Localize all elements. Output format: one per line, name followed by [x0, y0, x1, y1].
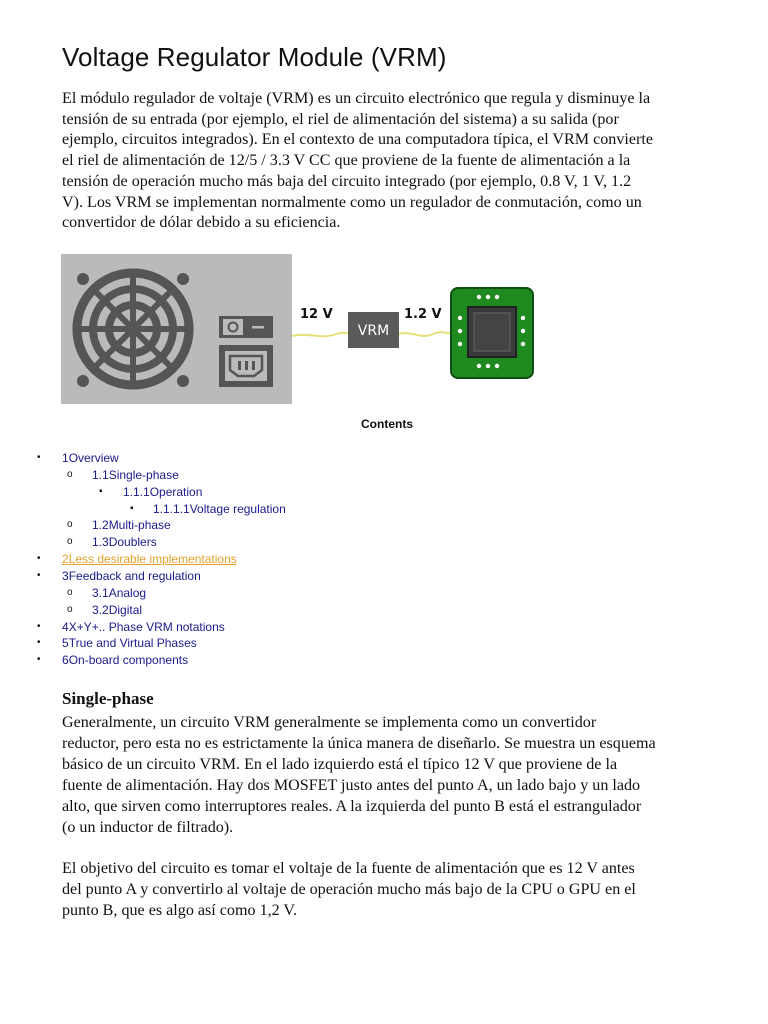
toc-link[interactable] — [92, 534, 157, 550]
output-wire — [399, 332, 451, 336]
input-voltage-label: 12 V — [300, 307, 333, 322]
fan-icon — [73, 269, 193, 389]
intro-line: ejemplo, circuitos integrados). En el contexto de una computadora típica, el VRM convierte — [62, 131, 653, 149]
toc-bullet: ▪ — [130, 502, 134, 514]
output-voltage-label: 1.2 V — [404, 307, 442, 322]
toc-item — [0, 534, 768, 550]
toc-bullet: o — [67, 603, 73, 615]
toc-number: 1.1 — [92, 467, 109, 482]
toc-link[interactable] — [62, 635, 197, 651]
toc-label: On-board components — [68, 653, 189, 668]
toc-number: 1.1.1 — [123, 484, 150, 499]
toc-item — [0, 568, 768, 584]
toc-link[interactable] — [62, 619, 225, 635]
toc-label: Doublers — [108, 535, 157, 550]
toc-link[interactable] — [92, 602, 142, 618]
toc-link[interactable] — [62, 568, 201, 584]
toc-number: 3.1 — [92, 585, 109, 600]
toc-item — [0, 635, 768, 651]
intro-line: convertidor de dólar debido a su eficiencia. — [62, 214, 341, 232]
toc-bullet: o — [67, 536, 73, 548]
toc-label: X+Y+.. Phase VRM notations — [68, 619, 225, 634]
section-line: Generalmente, un circuito VRM generalmente se implementa como un convertidor — [62, 714, 597, 731]
toc-label: Operation — [149, 484, 203, 499]
section-line: alto, que sirven como interruptores reales. A la izquierda del punto B está el estrangulador — [62, 798, 642, 815]
toc-link[interactable] — [92, 467, 179, 483]
section-line: reductor, pero esta no es estrictamente la única manera de diseñarlo. Se muestra un esquema — [62, 735, 656, 752]
toc-item — [0, 501, 768, 517]
toc-label: Single-phase — [108, 467, 179, 482]
toc-link[interactable] — [62, 551, 237, 567]
input-wire — [292, 333, 348, 337]
toc-label: Feedback and regulation — [68, 568, 201, 583]
toc-link[interactable] — [62, 450, 119, 466]
intro-line: tensión de operación mucho más baja del circuito integrado (por ejemplo, 0.8 V, 1 V, 1.2 — [62, 172, 632, 190]
intro-paragraph — [62, 89, 712, 234]
toc-number: 1 — [62, 451, 69, 465]
toc-number: 5 — [62, 636, 69, 651]
contents-heading: Contents — [361, 417, 413, 431]
intro-line: tensión de su entrada (por ejemplo, el riel de alimentación del sistema) a su salida (por — [62, 110, 619, 128]
toc-number: 6 — [62, 653, 69, 668]
toc-label: Analog — [108, 585, 147, 600]
intro-line: El módulo regulador de voltaje (VRM) es un circuito electrónico que regula y disminuye la — [62, 90, 651, 107]
toc-item — [0, 652, 768, 668]
toc-link[interactable] — [92, 585, 146, 601]
toc-item — [0, 585, 768, 601]
section-line: básico de un circuito VRM. En el lado izquierdo está el típico 12 V que proviene de la — [62, 756, 618, 773]
toc-link[interactable] — [62, 652, 188, 668]
section-line: del punto A y convertirlo al voltaje de operación mucho más bajo de la CPU o GPU en el — [62, 881, 636, 898]
power-socket-icon — [219, 345, 273, 387]
toc-item — [0, 551, 768, 567]
toc-bullet: ▪ — [99, 485, 103, 497]
toc-number: 4 — [62, 619, 69, 634]
toc-bullet: • — [37, 637, 41, 649]
section-paragraph-1 — [62, 712, 712, 838]
toc-bullet: o — [67, 519, 73, 531]
section-line: El objetivo del circuito es tomar el voltaje de la fuente de alimentación que es 12 V antes — [62, 860, 635, 877]
toc-link[interactable] — [153, 501, 286, 517]
toc-item — [0, 450, 768, 466]
toc-bullet: • — [37, 654, 41, 666]
section-line: fuente de alimentación. Hay dos MOSFET justo antes del punto A, un lado bajo y un lado — [62, 777, 641, 794]
page-title: Voltage Regulator Module (VRM) — [62, 42, 447, 72]
section-paragraph-2 — [62, 858, 712, 921]
toc-item — [0, 467, 768, 483]
toc-bullet: o — [67, 586, 73, 598]
intro-line: V). Los VRM se implementan normalmente como un regulador de conmutación, como un — [62, 193, 642, 211]
vrm-label: VRM — [357, 323, 390, 339]
cpu-chip-icon — [451, 288, 533, 378]
toc-bullet: • — [37, 452, 41, 463]
toc-label: Multi-phase — [108, 518, 171, 533]
toc-number: 2 — [62, 552, 69, 567]
toc-label: Overview — [68, 451, 119, 465]
toc-bullet: • — [37, 620, 41, 632]
intro-line: el riel de alimentación de 12/5 / 3.3 V CC que proviene de la fuente de alimentación a la — [62, 152, 631, 170]
power-switch-icon — [219, 316, 273, 338]
toc-bullet: o — [67, 468, 73, 480]
toc-item — [0, 602, 768, 618]
toc-label: Voltage regulation — [189, 501, 286, 516]
section-line: punto B, que es algo así como 1,2 V. — [62, 902, 297, 919]
section-line: (o un inductor de filtrado). — [62, 819, 234, 836]
vrm-diagram — [61, 254, 541, 404]
toc-item — [0, 517, 768, 533]
toc-number: 3 — [62, 568, 69, 583]
toc-number: 1.2 — [92, 518, 109, 533]
toc-bullet: • — [37, 553, 41, 565]
toc-number: 1.1.1.1 — [153, 501, 190, 516]
toc-link[interactable] — [123, 484, 202, 500]
toc-label: Digital — [108, 602, 143, 617]
toc-item — [0, 619, 768, 635]
toc-item — [0, 484, 768, 500]
toc-number: 1.3 — [92, 535, 109, 550]
toc-bullet: • — [37, 569, 41, 581]
toc-link[interactable] — [92, 517, 171, 533]
section-heading: Single-phase — [62, 689, 154, 708]
toc-label: Less desirable implementations — [68, 552, 237, 567]
toc-number: 3.2 — [92, 602, 109, 617]
toc-label: True and Virtual Phases — [68, 636, 197, 651]
